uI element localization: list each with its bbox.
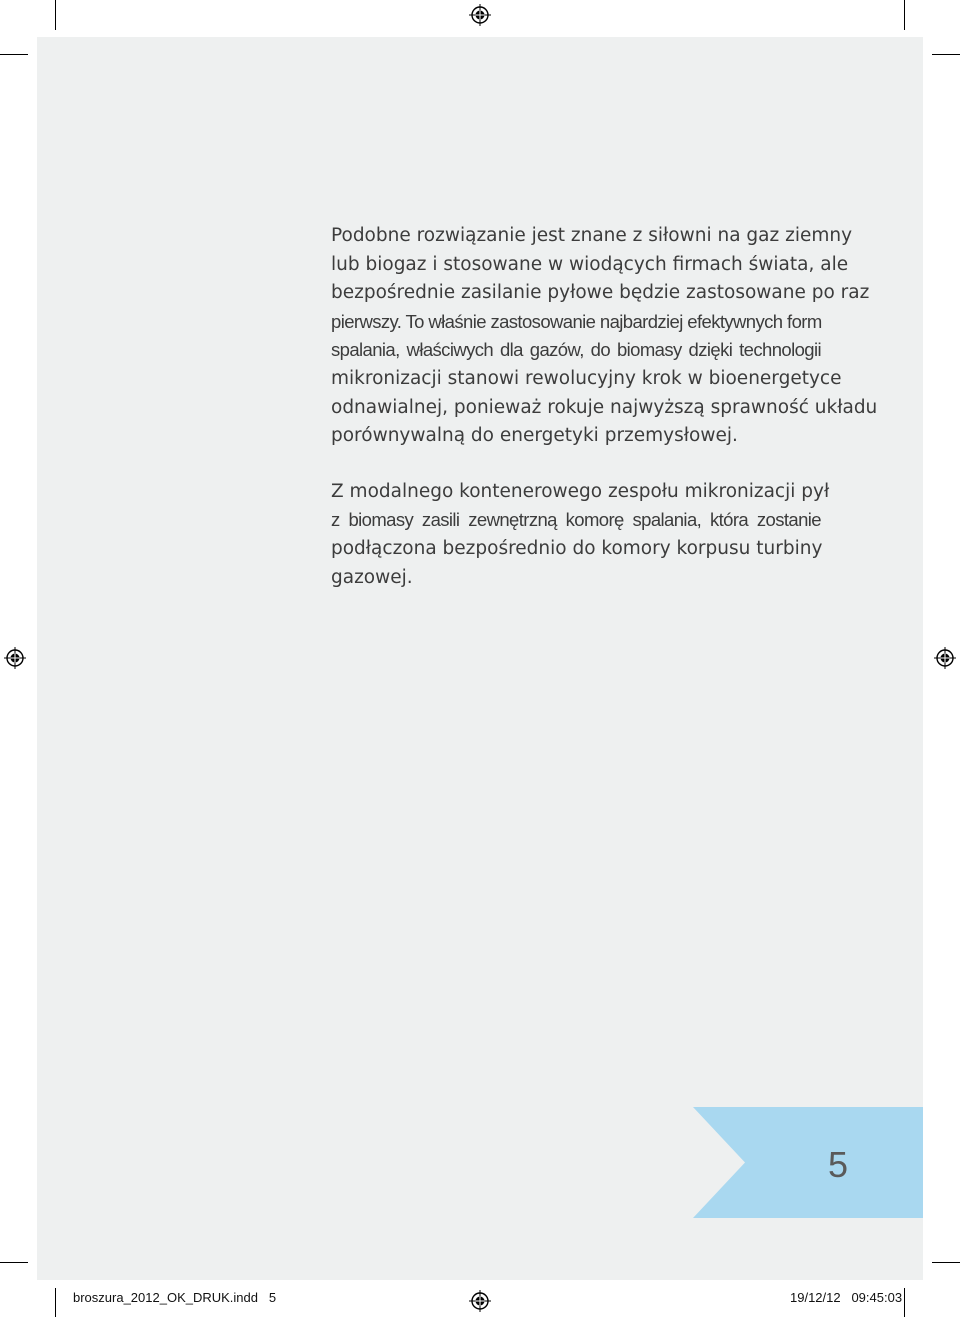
text-line: porównywalną do energetyki przemysłowej. bbox=[331, 425, 738, 447]
page-number: 5 bbox=[827, 1144, 849, 1185]
slug-time: 09:45:03 bbox=[851, 1290, 903, 1305]
text-line: gazowej. bbox=[331, 566, 413, 588]
text-line: podłączona bezpośrednio do komory korpusu turbiny bbox=[331, 537, 823, 559]
crop-mark-top-right-horizontal bbox=[932, 54, 960, 55]
registration-mark-icon bbox=[4, 647, 26, 669]
slug-filename: broszura_2012_OK_DRUK.indd bbox=[73, 1290, 258, 1305]
text-line: z biomasy zasili zewnętrzną komorę spalania, która zostanie bbox=[331, 509, 821, 531]
crop-mark-bottom-right-horizontal bbox=[932, 1262, 960, 1263]
registration-mark-icon bbox=[934, 647, 956, 669]
text-line: Podobne rozwiązanie jest znane z siłowni na gaz ziemny bbox=[331, 225, 853, 246]
registration-mark-icon bbox=[469, 1290, 491, 1312]
crop-mark-bottom-right-vertical bbox=[904, 1288, 905, 1317]
paragraph-2 bbox=[331, 478, 830, 592]
crop-mark-top-left-horizontal bbox=[0, 54, 28, 55]
text-line: pierwszy. To właśnie zastosowanie najbardziej efektywnych form bbox=[331, 310, 822, 332]
crop-mark-top-right-vertical bbox=[904, 0, 905, 30]
text-line: Z modalnego kontenerowego zespołu mikronizacji pył bbox=[331, 480, 830, 502]
body-text bbox=[331, 222, 878, 592]
text-line: lub biogaz i stosowane w wiodących firmach świata, ale bbox=[331, 253, 849, 275]
paragraph-1 bbox=[331, 222, 878, 451]
text-line: odnawialnej, ponieważ rokuje najwyższą sprawność układu bbox=[331, 396, 878, 418]
slug-file-info bbox=[73, 1290, 276, 1305]
registration-mark-icon bbox=[469, 4, 491, 26]
slug-page: 5 bbox=[268, 1290, 277, 1305]
crop-mark-bottom-left-horizontal bbox=[0, 1262, 28, 1263]
crop-mark-top-left-vertical bbox=[55, 0, 56, 30]
crop-mark-bottom-left-vertical bbox=[55, 1288, 56, 1317]
text-line: bezpośrednie zasilanie pyłowe będzie zastosowane po raz bbox=[331, 282, 870, 304]
slug-timestamp bbox=[790, 1290, 902, 1305]
slug-date: 19/12/12 bbox=[790, 1290, 841, 1305]
text-line: spalania, właściwych dla gazów, do biomasy dzięki technologii bbox=[331, 339, 821, 361]
text-line: mikronizacji stanowi rewolucyjny krok w bioenergetyce bbox=[331, 367, 842, 389]
